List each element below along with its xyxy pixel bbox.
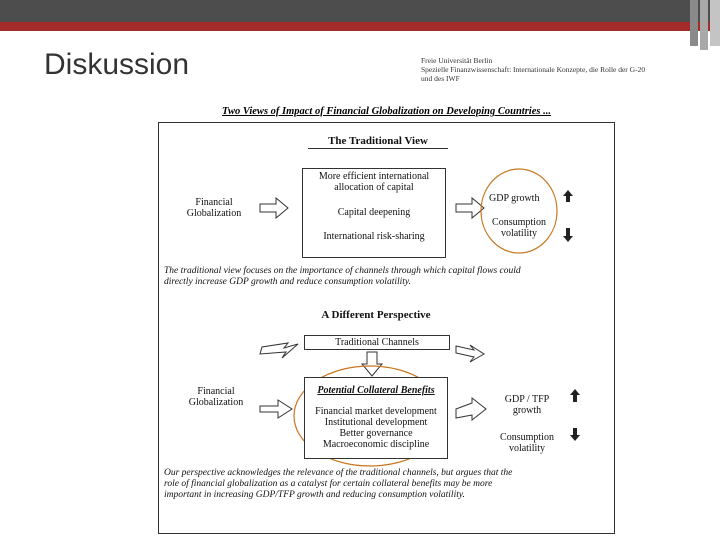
- different-caption-line-3: important in increasing GDP/TFP growth and reducing consumption volatility.: [164, 490, 465, 500]
- channel-1: [303, 171, 445, 193]
- outcome-gdp-tfp-line-2: growth: [512, 405, 542, 416]
- traditional-input: [172, 197, 256, 219]
- outcome-gdp-tfp: [494, 394, 560, 416]
- traditional-heading: The Traditional View: [308, 136, 448, 149]
- channel-1-line-2: allocation of capital: [334, 182, 414, 193]
- outcome-volatility-line-2: volatility: [500, 228, 538, 239]
- channel-3: International risk-sharing: [323, 231, 425, 242]
- traditional-channels-box: [302, 168, 446, 258]
- arrow-left-up: [260, 343, 298, 358]
- traditional-input-line-2: Globalization: [186, 208, 242, 219]
- different-input: [174, 386, 258, 408]
- source-line-2: Spezielle Finanzwissenschaft: Internationale Konzepte, die Rolle der G-20: [421, 65, 646, 74]
- traditional-caption-line-1: The traditional view focuses on the importance of channels through which capital flows could: [164, 266, 521, 276]
- outcome-gdp-growth: GDP growth: [489, 193, 540, 204]
- benefits-list: [305, 406, 447, 450]
- up-arrow-gdp: [563, 190, 573, 202]
- different-input-line-1: Financial: [197, 386, 235, 397]
- collateral-benefits-box: [304, 377, 448, 459]
- benefit-2: Institutional development: [324, 417, 428, 428]
- arrow-right-output-2: [456, 398, 486, 420]
- arrow-right-output: [456, 198, 484, 218]
- different-caption-line-2: role of financial globalization as a catalyst for certain collateral benefits may be more: [164, 479, 493, 489]
- top-bar-red: [0, 22, 720, 31]
- benefits-heading: Potential Collateral Benefits: [317, 385, 435, 396]
- down-arrow-volatility: [563, 228, 573, 242]
- down-arrow-volatility-2: [570, 428, 580, 441]
- arrow-down-center: [362, 352, 382, 376]
- benefit-1: Financial market development: [315, 406, 437, 417]
- figure: [158, 100, 615, 534]
- outcome-consumption-volatility: [486, 217, 552, 239]
- channel-1-line-1: More efficient international: [318, 171, 430, 182]
- outcome-gdp-tfp-line-1: GDP / TFP: [504, 394, 550, 405]
- outcome-volatility-2: [494, 432, 560, 454]
- benefit-4: Macroeconomic discipline: [322, 439, 430, 450]
- corner-block-1: [690, 0, 698, 46]
- different-input-line-2: Globalization: [188, 397, 244, 408]
- different-heading: A Different Perspective: [321, 309, 431, 321]
- source-line-3: und des IWF: [421, 74, 460, 83]
- arrow-right-input-2: [260, 400, 292, 418]
- traditional-channels-box-2: Traditional Channels: [304, 335, 450, 350]
- benefit-3: Better governance: [339, 428, 413, 439]
- source-text: [421, 56, 711, 83]
- different-caption: [164, 468, 609, 501]
- different-caption-line-1: Our perspective acknowledges the relevance of the traditional channels, but argues that the: [164, 468, 513, 478]
- traditional-input-line-1: Financial: [195, 197, 233, 208]
- slide-title: Diskussion: [44, 48, 190, 81]
- corner-block-2: [700, 0, 708, 50]
- source-line-1: Freie Universität Berlin: [421, 56, 493, 65]
- traditional-caption-line-2: directly increase GDP growth and reduce consumption volatility.: [164, 277, 411, 287]
- outcome-volatility-2-line-2: volatility: [508, 443, 546, 454]
- up-arrow-gdp-tfp: [570, 389, 580, 402]
- figure-title: Two Views of Impact of Financial Globalization on Developing Countries ...: [222, 106, 551, 117]
- corner-block-3: [710, 0, 720, 46]
- traditional-caption: [164, 266, 609, 288]
- outcome-volatility-2-line-1: Consumption: [500, 432, 554, 443]
- arrow-right-input: [260, 198, 288, 218]
- channel-2: Capital deepening: [337, 207, 411, 218]
- top-bar-dark: [0, 0, 720, 22]
- arrow-right-up: [456, 345, 484, 362]
- highlight-ellipse-traditional: [481, 169, 557, 253]
- outcome-volatility-line-1: Consumption: [492, 217, 546, 228]
